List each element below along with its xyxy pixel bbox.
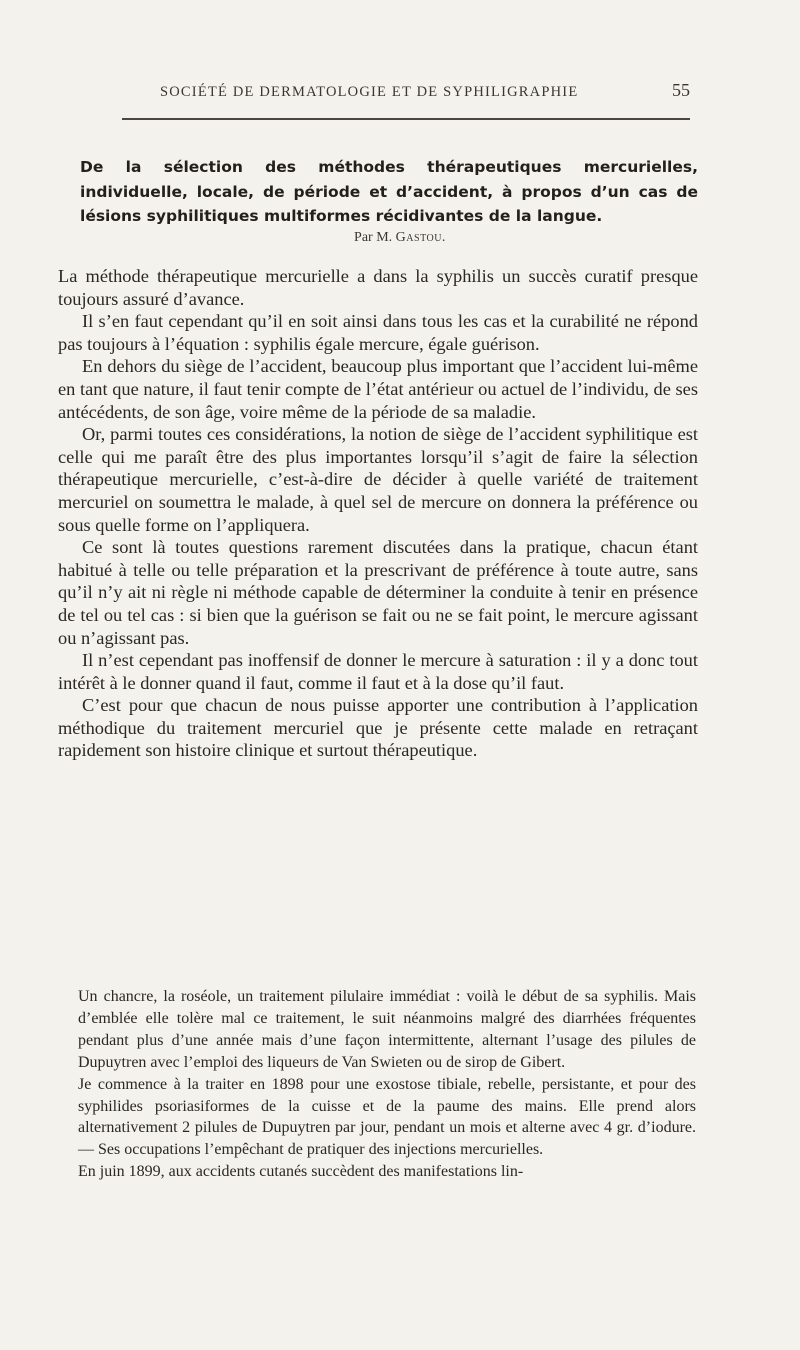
- observation-paragraph: En juin 1899, aux accidents cutanés succèdent des manifestations lin-: [78, 1163, 524, 1181]
- body-paragraph: En dehors du siège de l’accident, beaucoup plus important que l’accident lui-même en tant que nature, il faut tenir compte de l’état antérieur ou actuel de l’individu, de ses antécédents, de son âge, voire même de la période de sa maladie.: [58, 356, 698, 422]
- header-rule: [122, 118, 690, 120]
- body-paragraph: Il s’en faut cependant qu’il en soit ainsi dans tous les cas et la curabilité ne répond pas toujours à l’équation : syphilis égale mercure, égale guérison.: [58, 311, 698, 354]
- body-text: [58, 265, 698, 762]
- article-title: De la sélection des méthodes thérapeutiques mercurielles, individuelle, locale, de période et d’accident, à propos d’un cas de lésions syphilitiques multiformes récidivantes de la langue.: [80, 158, 698, 225]
- case-observation: [78, 986, 696, 1183]
- author-name: Gastou.: [395, 230, 446, 245]
- observation-paragraph: Un chancre, la roséole, un traitement pilulaire immédiat : voilà le début de sa syphilis. Mais d’emblée elle tolère mal ce traitement, le suit néanmoins malgré des diarrhées fréquentes pendant plus d’une année mais d’une façon intermittente, alternant l’usage des pilules de Dupuytren avec l’emploi des liqueurs de Van Swieten ou de sirop de Gibert.: [78, 988, 696, 1071]
- byline: [0, 230, 800, 246]
- body-paragraph: Or, parmi toutes ces considérations, la notion de siège de l’accident syphilitique est celle qui me paraît être des plus importantes lorsqu’il s’agit de faire la sélection thérapeutique mercurielle, c’est-à-dire de décider à quelle variété de traitement mercuriel on soumettra le malade, à quel sel de mercure on donnera la préférence ou sous quelle forme on l’appliquera.: [58, 424, 698, 535]
- body-paragraph: C’est pour que chacun de nous puisse apporter une contribution à l’application méthodique du traitement mercuriel que je présente cette malade en retraçant rapidement son histoire clinique et surtout thérapeutique.: [58, 695, 698, 761]
- page-number: 55: [672, 80, 690, 100]
- observation-paragraph: Je commence à la traiter en 1898 pour une exostose tibiale, rebelle, persistante, et pour des syphilides psoriasiformes de la cuisse et de la paume des mains. Elle prend alors alternativement 2 pilules de Dupuytren par jour, pendant un mois et alterne avec 4 gr. d’iodure. — Ses occupations l’empêchant de pratiquer des injections mercurielles.: [78, 1075, 696, 1159]
- body-paragraph: La méthode thérapeutique mercurielle a dans la syphilis un succès curatif presque toujours assuré d’avance.: [58, 266, 698, 309]
- running-head: SOCIÉTÉ DE DERMATOLOGIE ET DE SYPHILIGRAPHIE: [160, 84, 579, 100]
- body-paragraph: Ce sont là toutes questions rarement discutées dans la pratique, chacun étant habitué à telle ou telle préparation et la prescrivant de préférence à toute autre, sans qu’il n’y ait ni règle ni méthode capable de déterminer la conduite à tenir en présence de tel ou tel cas : si bien que la guérison se fait ou ne se fait point, le mercure agissant ou n’agissant pas.: [58, 537, 698, 648]
- byline-prefix: Par M.: [354, 230, 393, 245]
- body-paragraph: Il n’est cependant pas inoffensif de donner le mercure à saturation : il y a donc tout intérêt à le donner quand il faut, comme il faut et à la dose qu’il faut.: [58, 650, 698, 693]
